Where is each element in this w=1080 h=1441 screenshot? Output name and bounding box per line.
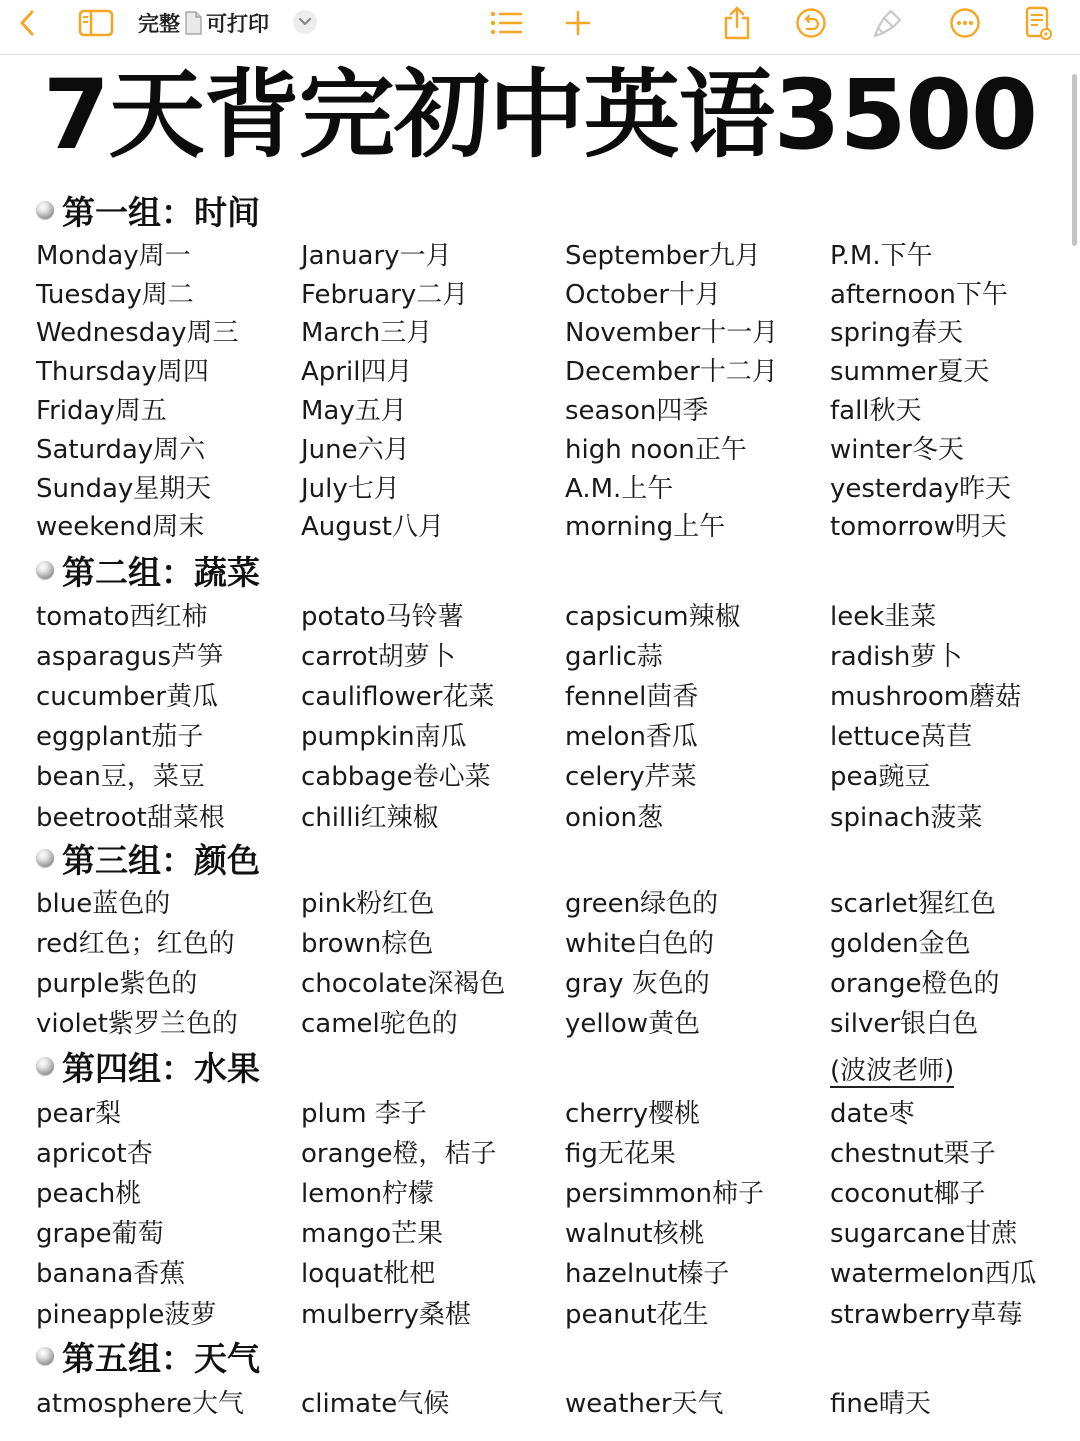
sidebar-icon[interactable] <box>76 0 116 46</box>
word-entry: sugarcane甘蔗 <box>830 1219 1018 1250</box>
word-entry: chestnut栗子 <box>830 1138 996 1169</box>
word-entry: cucumber黄瓜 <box>36 681 219 712</box>
bullet-icon <box>36 1347 54 1365</box>
word-entry: red红色；红色的 <box>36 928 235 959</box>
document-settings-icon[interactable] <box>1020 0 1056 46</box>
word-entry: spring春天 <box>830 318 963 349</box>
word-grid <box>36 594 1046 835</box>
section-title: 第三组：颜色 <box>62 840 260 880</box>
word-entry: afternoon下午 <box>830 279 1008 310</box>
section-title: 第一组：时间 <box>62 192 260 232</box>
word-entry: Sunday星期天 <box>36 473 212 504</box>
word-entry: cabbage卷心菜 <box>301 762 491 793</box>
word-entry: cauliflower花菜 <box>301 681 495 712</box>
document-title[interactable] <box>138 6 269 40</box>
section-header <box>36 1046 260 1086</box>
word-entry: asparagus芦笋 <box>36 641 224 672</box>
word-entry: spinach菠菜 <box>830 802 983 833</box>
section-title: 第五组：天气 <box>62 1338 260 1378</box>
author-note <box>830 1050 954 1087</box>
word-entry: celery芹菜 <box>565 762 697 793</box>
section-time <box>36 190 1046 550</box>
word-entry: lettuce莴苣 <box>830 722 973 753</box>
brush-icon[interactable] <box>870 0 906 46</box>
word-entry: cherry樱桃 <box>565 1098 701 1129</box>
word-entry: February二月 <box>301 279 469 310</box>
word-entry: climate气候 <box>301 1388 450 1419</box>
word-entry: May五月 <box>301 396 407 427</box>
word-grid <box>36 1381 1046 1421</box>
word-entry: golden金色 <box>830 928 971 959</box>
section-header <box>36 838 260 878</box>
word-entry: fennel茴香 <box>565 681 699 712</box>
word-entry: radish萝卜 <box>830 641 963 672</box>
word-entry: morning上午 <box>565 512 726 543</box>
share-icon[interactable] <box>720 0 754 46</box>
author-note-text: (波波老师) <box>830 1056 955 1086</box>
word-entry: strawberry草莓 <box>830 1299 1023 1330</box>
word-entry: persimmon柿子 <box>565 1178 764 1209</box>
word-entry: scarlet猩红色 <box>830 888 996 919</box>
word-entry: potato马铃薯 <box>301 601 464 632</box>
word-entry: violet紫罗兰色的 <box>36 1009 238 1040</box>
word-entry: green绿色的 <box>565 888 719 919</box>
word-entry: loquat枇杷 <box>301 1259 436 1290</box>
section-fruits <box>36 1046 1046 1336</box>
section-title: 第四组：水果 <box>62 1048 260 1088</box>
word-entry: June六月 <box>301 434 410 465</box>
word-entry: mango芒果 <box>301 1219 444 1250</box>
word-entry: September九月 <box>565 240 761 271</box>
word-entry: Tuesday周二 <box>36 279 194 310</box>
word-entry: chocolate深褐色 <box>301 968 506 999</box>
word-entry: fig无花果 <box>565 1138 676 1169</box>
word-entry: November十一月 <box>565 318 779 349</box>
word-entry: Friday周五 <box>36 396 167 427</box>
word-entry: grape葡萄 <box>36 1219 164 1250</box>
word-entry: fine晴天 <box>830 1388 931 1419</box>
word-entry: yesterday昨天 <box>830 473 1012 504</box>
word-entry: yellow黄色 <box>565 1009 701 1040</box>
word-entry: hazelnut榛子 <box>565 1259 730 1290</box>
word-entry: bean豆，菜豆 <box>36 762 205 793</box>
bullet-icon <box>36 849 54 867</box>
word-entry: brown棕色 <box>301 928 434 959</box>
word-entry: orange橙，桔子 <box>301 1138 497 1169</box>
word-entry: silver银白色 <box>830 1009 979 1040</box>
undo-icon[interactable] <box>794 0 828 46</box>
section-colors <box>36 838 1046 1048</box>
word-entry: Thursday周四 <box>36 357 209 388</box>
word-entry: high noon正午 <box>565 434 747 465</box>
word-entry: pear梨 <box>36 1098 122 1129</box>
word-entry: peach桃 <box>36 1178 142 1209</box>
word-entry: summer夏天 <box>830 357 990 388</box>
word-entry: mulberry桑椹 <box>301 1299 471 1330</box>
word-entry: peanut花生 <box>565 1299 709 1330</box>
word-entry: December十二月 <box>565 357 778 388</box>
back-chevron-icon[interactable] <box>10 0 44 46</box>
word-entry: plum 李子 <box>301 1098 427 1129</box>
word-entry: apricot杏 <box>36 1138 153 1169</box>
word-entry: A.M.上午 <box>565 473 674 504</box>
toolbar <box>0 0 1080 55</box>
word-entry: pineapple菠萝 <box>36 1299 217 1330</box>
word-entry: leek韭菜 <box>830 601 937 632</box>
chevron-down-icon[interactable] <box>293 10 317 34</box>
section-weather <box>36 1336 1046 1436</box>
word-entry: winter冬天 <box>830 434 964 465</box>
word-entry: pink粉红色 <box>301 888 435 919</box>
bullet-icon <box>36 561 54 579</box>
word-entry: beetroot甜菜根 <box>36 802 225 833</box>
word-grid <box>36 234 1046 544</box>
word-entry: pea豌豆 <box>830 762 931 793</box>
word-entry: weather天气 <box>565 1388 724 1419</box>
title-part2: 可打印 <box>206 12 269 36</box>
word-entry: carrot胡萝卜 <box>301 641 456 672</box>
word-entry: lemon柠檬 <box>301 1178 434 1209</box>
word-entry: coconut椰子 <box>830 1178 986 1209</box>
document-icon <box>184 11 202 35</box>
word-entry: orange橙色的 <box>830 968 1000 999</box>
list-icon[interactable] <box>486 0 526 46</box>
word-entry: March三月 <box>301 318 433 349</box>
word-entry: Wednesday周三 <box>36 318 239 349</box>
section-title: 第二组：蔬菜 <box>62 552 260 592</box>
word-grid <box>36 1091 1046 1332</box>
word-entry: Saturday周六 <box>36 434 206 465</box>
word-entry: fall秋天 <box>830 396 922 427</box>
word-entry: onion葱 <box>565 802 663 833</box>
title-part1: 完整 <box>138 12 180 36</box>
word-entry: camel驼色的 <box>301 1009 458 1040</box>
bullet-icon <box>36 1057 54 1075</box>
more-icon[interactable] <box>948 0 982 46</box>
word-grid <box>36 881 1046 1042</box>
word-entry: banana香蕉 <box>36 1259 186 1290</box>
word-entry: October十月 <box>565 279 722 310</box>
word-entry: watermelon西瓜 <box>830 1259 1037 1290</box>
word-entry: melon香瓜 <box>565 722 698 753</box>
word-entry: pumpkin南瓜 <box>301 722 467 753</box>
section-header <box>36 1336 260 1376</box>
word-entry: season四季 <box>565 396 709 427</box>
word-entry: gray 灰色的 <box>565 968 710 999</box>
word-entry: tomato西红柿 <box>36 601 208 632</box>
word-entry: capsicum辣椒 <box>565 601 741 632</box>
word-entry: tomorrow明天 <box>830 512 1007 543</box>
word-entry: blue蓝色的 <box>36 888 171 919</box>
word-entry: mushroom蘑菇 <box>830 681 1022 712</box>
section-header <box>36 550 260 590</box>
word-entry: date枣 <box>830 1098 915 1129</box>
word-entry: July七月 <box>301 473 400 504</box>
word-entry: walnut核桃 <box>565 1219 705 1250</box>
word-entry: chilli红辣椒 <box>301 802 439 833</box>
word-entry: January一月 <box>301 240 452 271</box>
word-entry: atmosphere大气 <box>36 1388 245 1419</box>
word-entry: August八月 <box>301 512 444 543</box>
word-entry: P.M.下午 <box>830 240 933 271</box>
section-header <box>36 190 260 230</box>
word-entry: garlic蒜 <box>565 641 663 672</box>
word-entry: eggplant茄子 <box>36 722 204 753</box>
word-entry: purple紫色的 <box>36 968 198 999</box>
plus-icon[interactable] <box>562 0 594 46</box>
word-entry: April四月 <box>301 357 413 388</box>
word-entry: white白色的 <box>565 928 715 959</box>
word-entry: weekend周末 <box>36 512 205 543</box>
section-vegetables <box>36 550 1046 840</box>
word-entry: Monday周一 <box>36 240 191 271</box>
bullet-icon <box>36 201 54 219</box>
page-title: 7天背完初中英语3500 <box>43 59 1037 171</box>
